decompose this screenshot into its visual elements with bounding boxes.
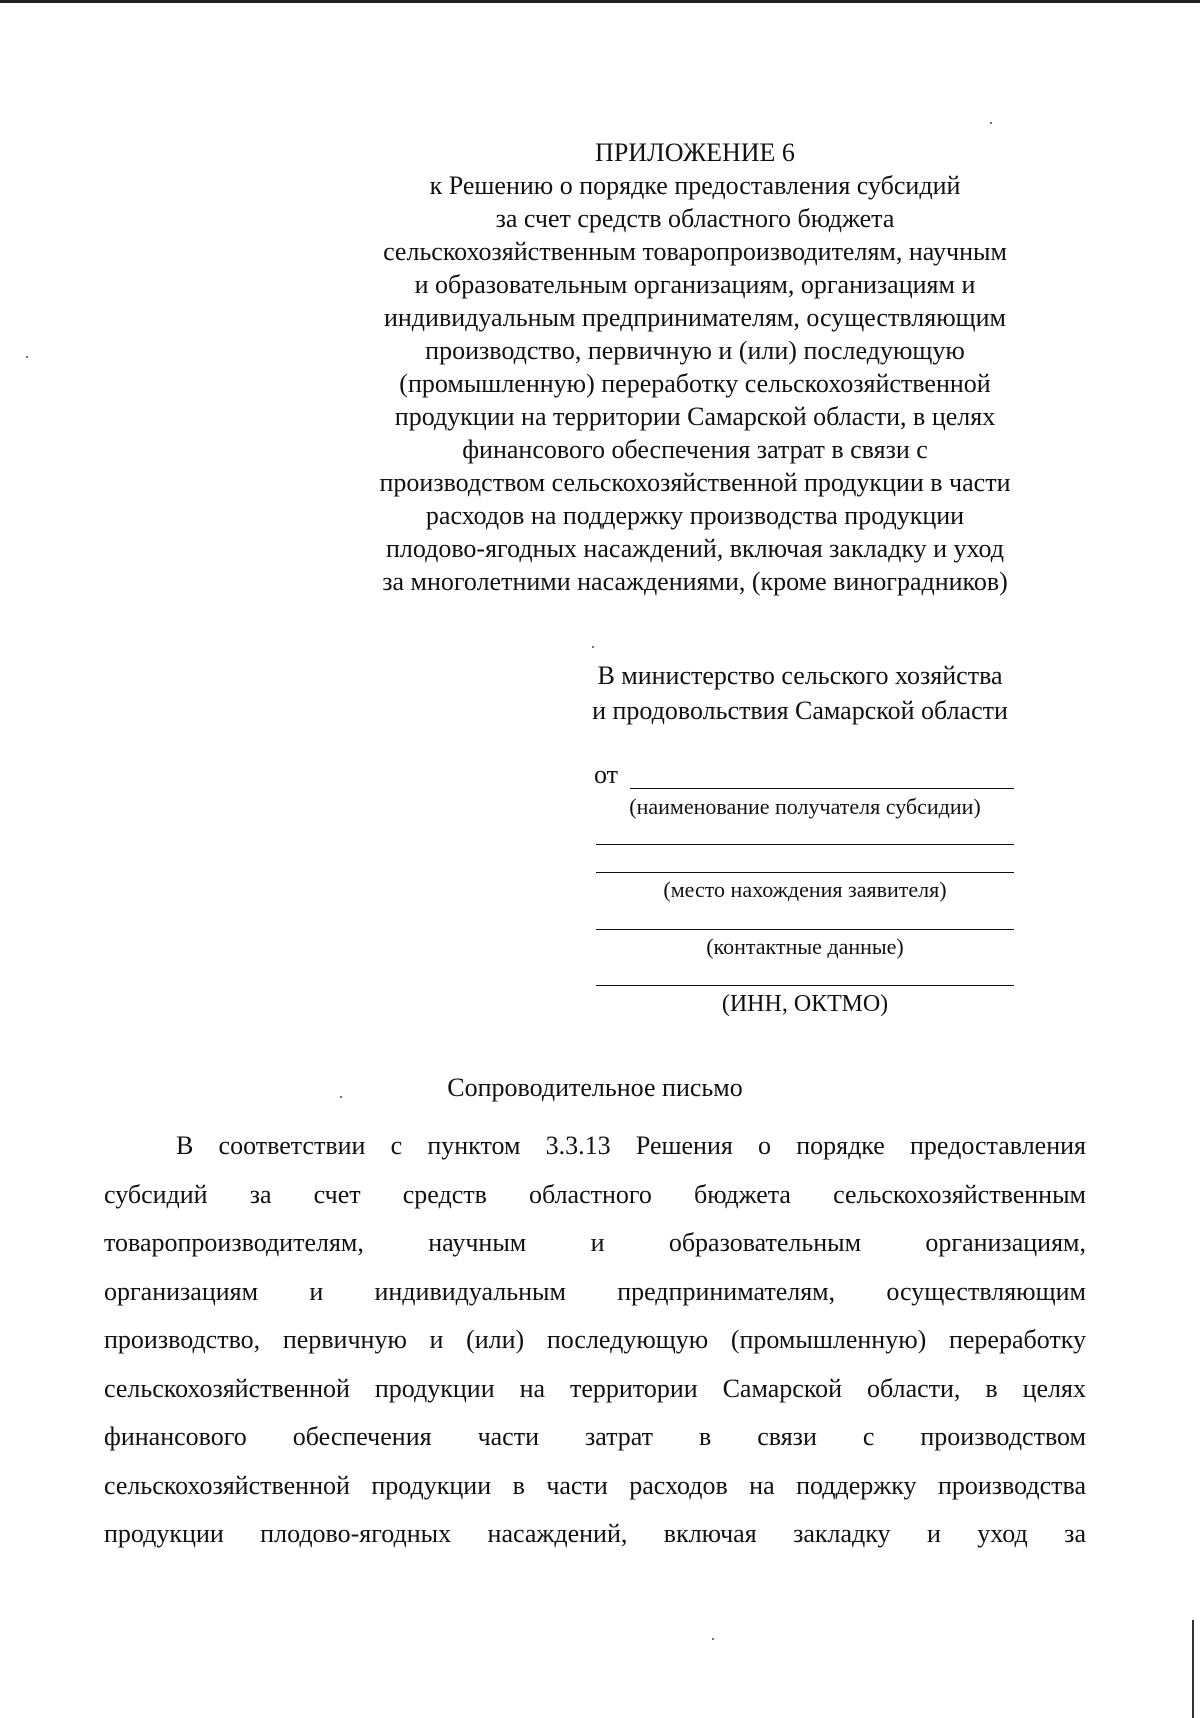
- appendix-line: производством сельскохозяйственной продукции в части: [379, 468, 1011, 497]
- body-line: В соответствии с пунктом 3.3.13 Решения о порядке предоставления: [176, 1131, 1086, 1160]
- body-line: сельскохозяйственной продукции в части расходов на поддержку производства: [104, 1470, 1086, 1500]
- from-label: от: [594, 760, 619, 789]
- addressee-block: [570, 658, 1030, 728]
- location-line-1: [596, 844, 1014, 845]
- location-caption: (место нахождения заявителя): [663, 877, 947, 902]
- contacts-line: [596, 929, 1014, 930]
- inn-caption: (ИНН, ОКТМО): [721, 991, 889, 1017]
- scan-speck: [592, 646, 594, 648]
- scan-right-edge: [1192, 1620, 1194, 1718]
- scan-speck: [990, 122, 992, 124]
- appendix-line: за многолетними насаждениями, (кроме виноградников): [382, 567, 1008, 596]
- scan-speck: [26, 356, 28, 358]
- addressee-line-1: В министерство сельского хозяйства: [597, 661, 1003, 690]
- appendix-line: и образовательным организациям, организациям и: [414, 270, 976, 299]
- inn-field: [590, 962, 1020, 1020]
- appendix-line: плодово-ягодных насаждений, включая закладку и уход: [385, 534, 1005, 563]
- scan-speck: [712, 1638, 714, 1640]
- letter-body: [104, 1122, 1086, 1559]
- recipient-caption: (наименование получателя субсидии): [629, 794, 981, 819]
- inn-line: [596, 985, 1014, 986]
- body-line: финансового обеспечения части затрат в связи с производством: [104, 1422, 1086, 1451]
- appendix-line: продукции на территории Самарской области, в целях: [394, 402, 996, 431]
- recipient-caption-block: [590, 794, 1020, 824]
- appendix-line: производство, первичную и (или) последующую: [425, 336, 965, 365]
- letter-title: Сопроводительное письмо: [447, 1073, 743, 1102]
- appendix-heading: ПРИЛОЖЕНИЕ 6: [595, 138, 795, 167]
- body-line: организациям и индивидуальным предпринимателям, осуществляющим: [104, 1276, 1086, 1306]
- body-line: продукции плодово-ягодных насаждений, включая закладку и уход за: [104, 1519, 1086, 1548]
- contacts-field: [590, 910, 1020, 962]
- recipient-name-line: [630, 788, 1014, 789]
- appendix-line: индивидуальным предпринимателям, осуществляющим: [383, 303, 1007, 332]
- scan-top-border: [0, 0, 1200, 3]
- location-field: [590, 830, 1020, 910]
- appendix-line: за счет средств областного бюджета: [495, 204, 895, 233]
- appendix-line: (промышленную) переработку сельскохозяйственной: [399, 369, 991, 398]
- appendix-header: [330, 136, 1060, 598]
- body-line: сельскохозяйственной продукции на территории Самарской области, в целях: [104, 1373, 1086, 1403]
- body-line: производство, первичную и (или) последующую (промышленную) переработку: [104, 1325, 1086, 1354]
- appendix-line: к Решению о порядке предоставления субсидий: [429, 171, 961, 200]
- appendix-line: расходов на поддержку производства продукции: [425, 501, 965, 530]
- appendix-line: сельскохозяйственным товаропроизводителям, научным: [383, 237, 1007, 266]
- body-line: товаропроизводителям, научным и образовательным организациям,: [104, 1228, 1086, 1257]
- location-line-2: [596, 872, 1014, 873]
- addressee-line-2: и продовольствия Самарской области: [592, 696, 1008, 725]
- body-line: субсидий за счет средств областного бюджета сельскохозяйственным: [104, 1179, 1086, 1209]
- contacts-caption: (контактные данные): [706, 934, 904, 959]
- appendix-line: финансового обеспечения затрат в связи с: [462, 435, 928, 464]
- from-field: [590, 760, 1020, 794]
